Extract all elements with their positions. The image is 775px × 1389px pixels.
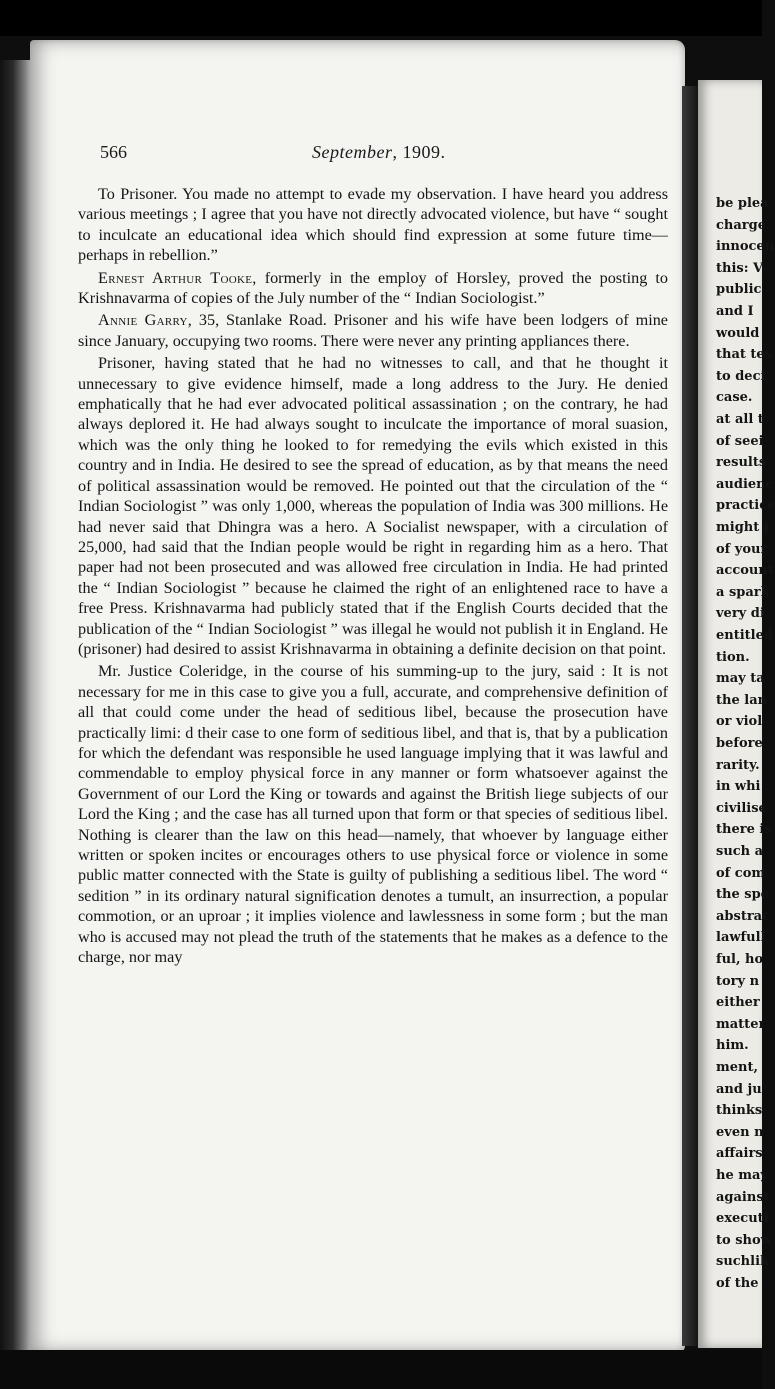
paragraph-tooke-evidence: Ernest Arthur Tooke, formerly in the employ of Horsley, proved the posting to Krishnavarma of copies of the July number of the “ Indian Sociologist.” (78, 268, 668, 308)
facing-page-line: either (716, 995, 760, 1011)
facing-page-line: even n (716, 1124, 764, 1140)
facing-page-line: of your (716, 541, 768, 557)
facing-page-line: thinks (716, 1103, 763, 1119)
facing-page-fragment (698, 80, 775, 1348)
facing-page-line: there is (716, 822, 772, 838)
facing-page-line: innocen (716, 239, 775, 255)
witness-name: Annie Garry, (98, 311, 193, 330)
facing-page-line: very di (716, 606, 765, 622)
facing-page-line: civilise (716, 800, 767, 816)
facing-page-line: executi (716, 1211, 769, 1227)
facing-page-line: to deci (716, 368, 766, 384)
paragraph-prisoner-address: To Prisoner. You made no attempt to evade my observation. I have heard you address various meetings ; I agree that you have not directly advocated violence, but have “ sought to inculcate an educational idea which should find expression at some future time—perhaps in rebellion.” (78, 185, 668, 265)
facing-page-line: be plea (716, 196, 769, 211)
paragraph-summing-up: Mr. Justice Coleridge, in the course of his summing-up to the jury, said : It is not necessary for me in this case to give you a full, accurate, and comprehensive definition of all that could come under the head of seditious libel, because the prosecution have practically limi: d their case to one form of seditious libel, and that is, that by a publication for which the defendant was responsible he used language implying that it was lawful and commendable to employ physical force in any manner or form whatsoever against the Government of our Lord the King or towards and against the British liege subjects of our Lord the King ; and the case has all turned upon that form or that species of seditious libel. Nothing is clearer than the law on this head—namely, that whoever by language either written or spoken incites or encourages others to use physical force or violence in some public matter connected with the State is guilty of publishing a seditious libel. The word “ sedition ” in its ordinary natural signification denotes a tumult, an insurrection, a popular commotion, or an uproar ; it implies violence and lawlessness in some form ; but the man who is accused may not plead the truth of the statements that he makes as a defence to the charge, nor may (78, 662, 668, 967)
facing-page-line: account (716, 563, 774, 579)
facing-page-line: of com (716, 865, 766, 881)
facing-page-line: against (716, 1189, 770, 1205)
article-body (78, 184, 668, 969)
facing-page-line: he may (716, 1168, 768, 1183)
running-head-year: , 1909. (392, 142, 446, 162)
facing-page-line: a spark (716, 584, 770, 600)
witness-name: Ernest Arthur Tooke, (98, 268, 257, 287)
facing-page-line: practice (716, 498, 775, 514)
facing-page-line: ful, ho (716, 952, 764, 967)
facing-page-line: entitled (716, 628, 773, 643)
facing-page-line: may ta (716, 671, 765, 687)
facing-page-line: or viol (716, 714, 763, 730)
facing-page-line: in whi (716, 779, 761, 795)
facing-page-line: tory n (716, 973, 760, 989)
facing-page-line: of seei (716, 433, 764, 449)
facing-page-line: this: V (716, 260, 764, 276)
book-spine (0, 60, 32, 1360)
scan-border-top (0, 0, 762, 36)
facing-page-line: public (716, 282, 762, 298)
page-number: 566 (100, 142, 127, 162)
running-head-month: September (312, 142, 393, 162)
paragraph-garry-evidence: Annie Garry, 35, Stanlake Road. Prisoner and his wife have been lodgers of mine since January, occupying two rooms. There were never any printing appliances there. (78, 311, 668, 350)
facing-page-line: abstrac (716, 908, 771, 924)
facing-page-line: charge. (716, 217, 771, 233)
facing-page-line: of the (716, 1276, 759, 1291)
facing-page-line: and I (716, 304, 754, 319)
facing-page-line: and ju (716, 1081, 762, 1097)
facing-page-line: ment, (716, 1060, 759, 1075)
facing-page-line: rarity. (716, 757, 760, 773)
paragraph-prisoner-statement: Prisoner, having stated that he had no witnesses to call, and that he thought it unnecessary to give evidence himself, made a long address to the Jury. He denied emphatically that he had ever advocated political assassination ; on the contrary, he had always deplored it. He had always sought to inculcate the importance of moral suasion, which was the only thing he looked to for remedying the evils which existed in this country and in India. He desired to see the spread of education, as by that means the need of political assassination would be removed. He pointed out that the circulation of the “ Indian Sociologist ” was only 1,000, whereas the population of India was 300 millions. He had never said that Dhingra was a hero. A Socialist newspaper, with a circulation of 25,000, had said that the Indian people would be right in regarding him as a hero. That paper had not been prosecuted and was allowed free circulation in India. He had printed the “ Indian Sociologist ” because he claimed the right of an enlightened race to have a free Press. Krishnavarma had publicly stated that if the English Courts decided that the publication of the “ Indian Sociologist ” was illegal he would not publish it in England. He (prisoner) had desired to assist Krishnavarma in obtaining a definite decision on that point. (78, 354, 668, 658)
facing-page-line: at all t (716, 412, 764, 427)
facing-page-line: the lan (716, 692, 768, 708)
facing-page-line: case. (716, 390, 753, 406)
page-header (100, 142, 660, 168)
facing-page-line: him. (716, 1038, 749, 1054)
facing-page-line: would (716, 325, 760, 341)
facing-page-line: tion. (716, 649, 750, 665)
facing-page-line: affairs (716, 1146, 763, 1162)
facing-page-line: suchlik (716, 1254, 770, 1270)
facing-page-line: lawfull (716, 930, 766, 946)
facing-page-line: such a (716, 844, 764, 859)
facing-page-line: audienc (716, 476, 774, 492)
scan-border-bottom (0, 1350, 762, 1389)
facing-page-line: results (716, 455, 767, 471)
facing-page-line: matter (716, 1016, 766, 1032)
facing-page-line: that tes (716, 347, 773, 363)
facing-page-line: the spe (716, 887, 769, 903)
facing-page-line: might j (716, 520, 769, 535)
running-head (312, 142, 445, 163)
facing-page-line: before (716, 736, 763, 751)
facing-page-line: to show (716, 1232, 772, 1248)
